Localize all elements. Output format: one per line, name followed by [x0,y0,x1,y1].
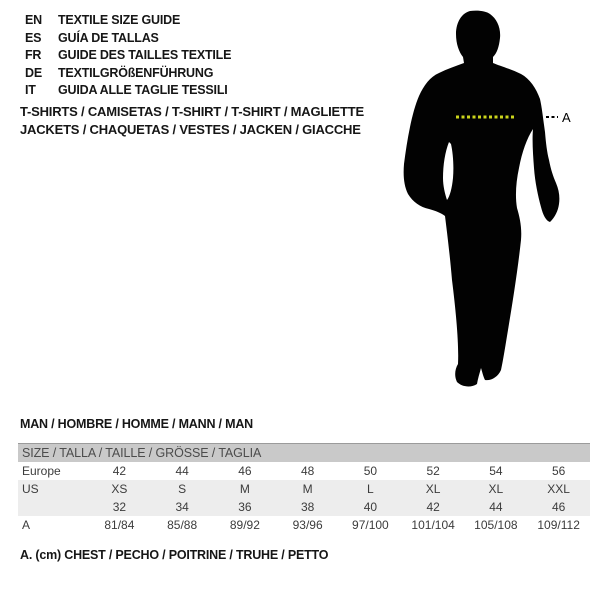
table-cell: 93/96 [292,518,323,532]
language-row [25,30,231,48]
language-label: TEXTILE SIZE GUIDE [58,13,181,27]
table-cell: 44 [175,464,189,478]
language-row [25,82,231,100]
table-cell: 46 [238,464,252,478]
size-table [18,443,590,534]
language-code: EN [25,13,42,27]
table-cell: 52 [426,464,440,478]
language-code: IT [25,83,36,98]
table-cell: 46 [551,500,566,514]
table-cell: 32 [112,500,127,514]
table-cell: 42 [112,464,127,478]
table-cell: 48 [300,464,315,478]
product-line-tshirts: T-SHIRTS / CAMISETAS / T-SHIRT / T-SHIRT / MAGLIETTE [20,104,364,119]
table-cell: XS [111,482,128,496]
man-body-shape [404,11,560,387]
language-code: DE [25,65,42,80]
table-cell: 85/88 [167,518,198,532]
language-label: TEXTILGRÖßENFÜHRUNG [58,65,214,80]
table-cell: XL [488,482,504,496]
figure-area [390,0,600,400]
table-cell: M [239,482,250,496]
table-cell: 109/112 [537,518,580,532]
language-list [25,12,231,100]
language-code: FR [25,48,42,63]
table-cell: 105/108 [474,518,518,532]
table-cell: XL [425,482,441,496]
language-row [25,65,231,83]
language-label: GUIDE DES TAILLES TEXTILE [58,48,232,63]
table-header-row [18,444,590,463]
man-silhouette [390,0,600,400]
table-cell: 44 [489,500,503,514]
table-row-us [18,480,590,498]
row-label: A [22,518,31,532]
language-row [25,47,231,65]
row-label [18,498,88,516]
table-cell: 42 [426,500,440,514]
language-code: ES [25,30,42,45]
row-label: Europe [22,464,61,478]
table-cell: 97/100 [352,518,389,532]
table-cell: 40 [363,500,378,514]
table-cell: 89/92 [229,518,260,532]
table-row-chest-a [18,516,590,534]
table-cell: XXL [547,482,570,496]
table-cell: 101/104 [411,518,455,532]
table-cell: 34 [175,500,189,514]
language-label: GUIDA ALLE TAGLIE TESSILI [58,83,228,98]
language-label: GUÍA DE TALLAS [58,30,159,45]
section-title-man: MAN / HOMBRE / HOMME / MANN / MAN [20,417,253,431]
table-header: SIZE / TALLA / TAILLE / GRÖSSE / TAGLIA [18,444,590,463]
table-cell: 54 [489,464,503,478]
product-line-jackets: JACKETS / CHAQUETAS / VESTES / JACKEN / GIACCHE [20,122,361,137]
language-row [25,12,231,30]
table-cell: 50 [363,464,378,478]
product-category-lines [20,103,364,139]
table-cell: M [302,482,313,496]
measurement-footnote: A. (cm) CHEST / PECHO / POITRINE / TRUHE / PETTO [20,548,329,562]
table-row-alt-sizes [18,498,590,516]
table-cell: 81/84 [104,518,135,532]
table-cell: 38 [300,500,315,514]
table-row-europe [18,462,590,480]
table-cell: 36 [238,500,252,514]
table-cell: S [178,482,187,496]
measure-label-a: A [562,110,571,125]
row-label: US [22,482,39,496]
table-cell: L [367,482,374,496]
table-cell: 56 [551,464,566,478]
